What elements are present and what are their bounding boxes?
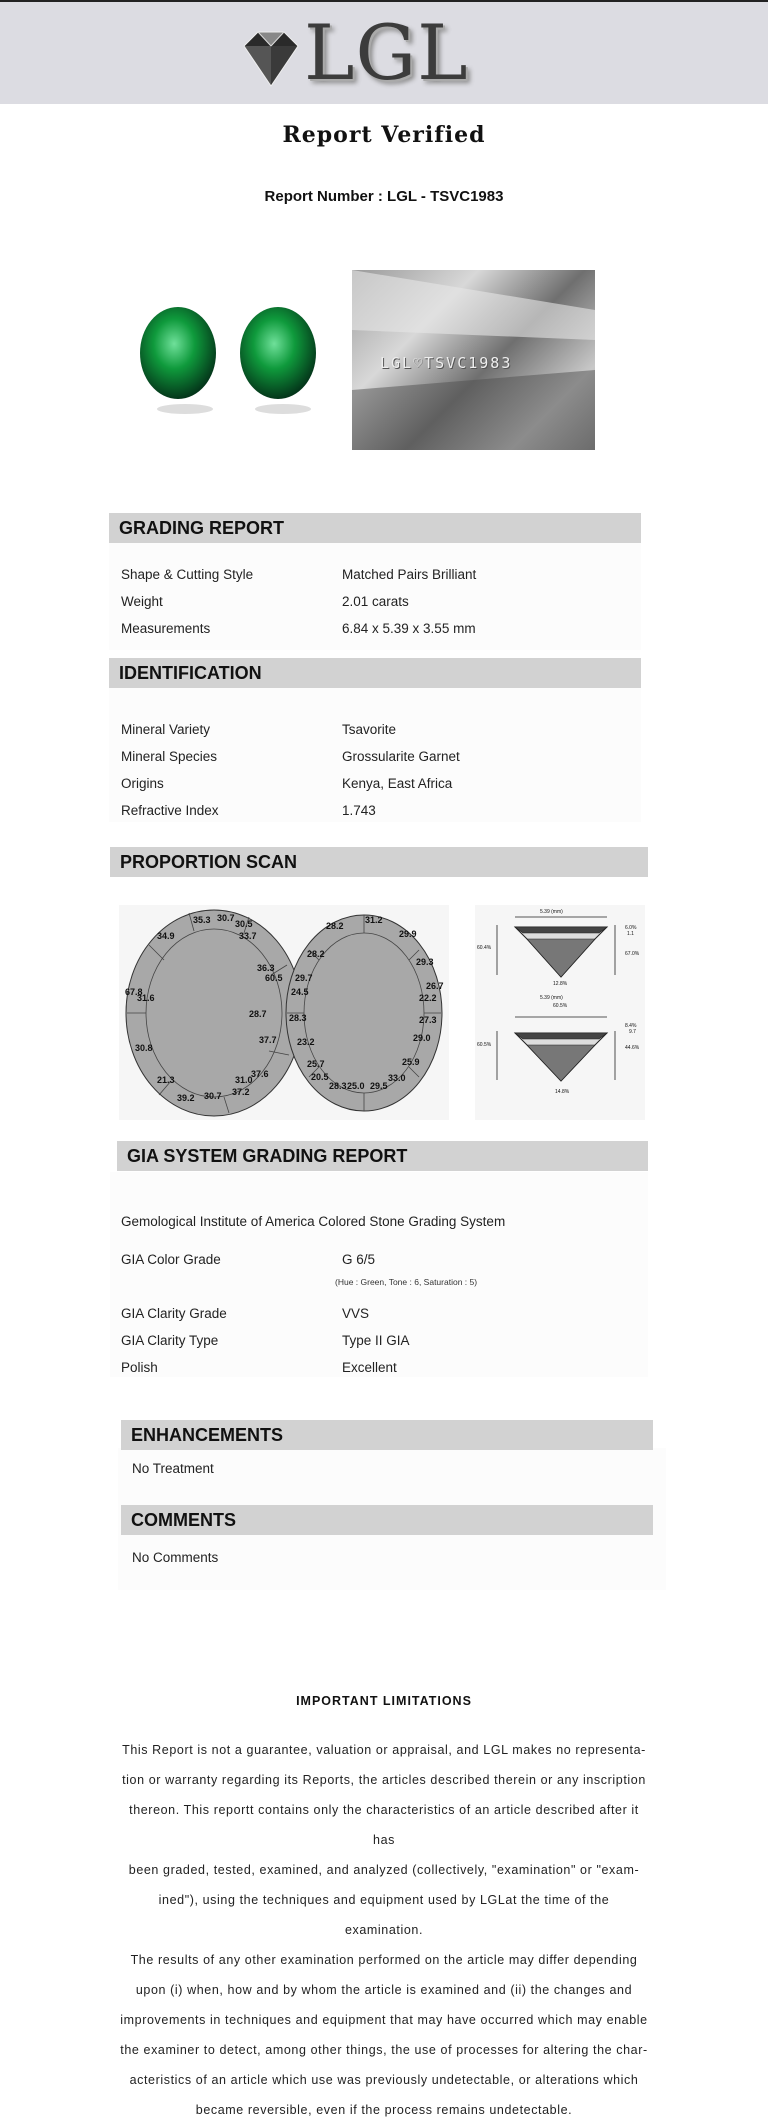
profile-bottom-crown: 8.4%: [625, 1023, 637, 1029]
scan-label: 34.9: [157, 931, 175, 941]
scan-label: 35.3: [193, 915, 211, 925]
limitations-line: The results of any other examination performed on the article may differ depending: [130, 1953, 638, 1967]
grading-report-heading: GRADING REPORT: [109, 513, 641, 543]
limitations-line: been graded, tested, examined, and analyzed (collectively, "examination" or "exam-: [128, 1863, 640, 1877]
profile-bottom-girdle: 9.7: [629, 1029, 636, 1035]
scan-label: 39.2: [177, 1093, 195, 1103]
scan-label: 36.3: [257, 963, 275, 973]
scan-label: 60.5: [265, 973, 283, 983]
scan-label: 67.8: [125, 987, 143, 997]
grading-label-measurements: Measurements: [121, 621, 211, 636]
gia-value-clarity-type: Type II GIA: [342, 1333, 410, 1348]
limitations-heading: IMPORTANT LIMITATIONS: [296, 1694, 472, 1708]
limitations-line: improvements in techniques and equipment that may have occurred which may enable: [120, 2013, 648, 2027]
scan-label: 23.2: [297, 1037, 315, 1047]
scan-label: 28.2: [326, 921, 344, 931]
profile-top-width: 5.39 (mm): [540, 909, 563, 915]
scan-label: 28.7: [249, 1009, 267, 1019]
proportion-scan-heading: PROPORTION SCAN: [110, 847, 648, 877]
scan-label: 28.2: [307, 949, 325, 959]
scan-label: 37.2: [232, 1087, 250, 1097]
scan-label: 37.6: [251, 1069, 269, 1079]
id-value-refractive-index: 1.743: [342, 803, 376, 818]
scan-label: 30.8: [135, 1043, 153, 1053]
enhancements-heading: ENHANCEMENTS: [121, 1420, 653, 1450]
header-banner: [0, 0, 768, 104]
grading-value-weight: 2.01 carats: [342, 594, 409, 609]
grading-value-measurements: 6.84 x 5.39 x 3.55 mm: [342, 621, 476, 636]
scan-label: 27.3: [419, 1015, 437, 1025]
scan-label: 22.2: [419, 993, 437, 1003]
scan-label: 33.0: [388, 1073, 406, 1083]
profile-bottom-width: 5.39 (mm): [540, 995, 563, 1001]
scan-label: 29.9: [399, 929, 417, 939]
limitations-line: ined"), using the techniques and equipment used by LGLat the time of the examination.: [158, 1893, 610, 1937]
scan-label: 30.7: [217, 913, 235, 923]
identification-heading: IDENTIFICATION: [109, 658, 641, 688]
id-value-variety: Tsavorite: [342, 722, 397, 737]
scan-label: 30.7: [204, 1091, 222, 1101]
limitations-line: acteristics of an article which use was previously undetectable, or alterations which: [129, 2073, 639, 2087]
limitations-line: upon (i) when, how and by whom the article is examined and (ii) the changes and: [135, 1983, 633, 1997]
scan-label: 29.3: [416, 957, 434, 967]
id-value-origins: Kenya, East Africa: [342, 776, 453, 791]
grading-label-shape: Shape & Cutting Style: [121, 567, 254, 582]
profile-top-table: 60.4%: [477, 945, 492, 951]
scan-label: 37.7: [259, 1035, 277, 1045]
scan-label: 28.3: [289, 1013, 307, 1023]
scan-label: 31.2: [365, 915, 383, 925]
id-label-refractive-index: Refractive Index: [121, 803, 219, 818]
gem-left: [140, 307, 216, 399]
gem-photo: [133, 271, 327, 461]
limitations-body: [118, 1735, 650, 2125]
inscription-text: LGL♡TSVC1983: [380, 354, 513, 372]
limitations-line: This Report is not a guarantee, valuation or appraisal, and LGL makes no representa-: [122, 1743, 646, 1757]
gia-label-clarity-type: GIA Clarity Type: [121, 1333, 219, 1348]
profile-diagram: [475, 905, 645, 1120]
scan-label: 28.3: [329, 1081, 347, 1091]
profile-top-girdle: 1.1: [627, 931, 634, 937]
profile-top-pavilion: 12.8%: [553, 981, 568, 987]
grading-label-weight: Weight: [121, 594, 163, 609]
id-value-species: Grossularite Garnet: [342, 749, 460, 764]
profile-top-depth: 67.0%: [625, 951, 640, 957]
scan-label: 31.6: [137, 993, 155, 1003]
scan-label: 31.0: [235, 1075, 253, 1085]
scan-label: 30.5: [235, 919, 253, 929]
gia-heading: GIA SYSTEM GRADING REPORT: [117, 1141, 648, 1171]
enhancements-text: No Treatment: [132, 1461, 214, 1476]
scan-label: 29.0: [413, 1033, 431, 1043]
id-label-species: Mineral Species: [121, 749, 218, 764]
lgl-logo: [236, 8, 488, 97]
scan-label: 29.7: [295, 973, 313, 983]
gia-value-color: G 6/5: [342, 1252, 376, 1267]
report-number: Report Number : LGL - TSVC1983: [264, 188, 504, 205]
gia-value-polish: Excellent: [342, 1360, 397, 1375]
scan-label: 21.3: [157, 1075, 175, 1085]
profile-bottom-table: 60.5%: [553, 1003, 568, 1009]
gia-label-polish: Polish: [121, 1360, 158, 1375]
logo-text: LGL: [304, 8, 469, 97]
gia-subtitle: Gemological Institute of America Colored Stone Grading System: [121, 1214, 506, 1229]
profile-bottom-pavilion: 14.8%: [555, 1089, 570, 1095]
profile-top-crown: 6.0%: [625, 925, 637, 931]
proportion-scan-diagram: [119, 905, 449, 1120]
scan-label: 25.0: [347, 1081, 365, 1091]
gia-color-note: (Hue : Green, Tone : 6, Saturation : 5): [335, 1277, 478, 1287]
profile-bottom-depth: 44.6%: [625, 1045, 640, 1051]
scan-label: 26.7: [426, 981, 444, 991]
gem-right: [240, 307, 316, 399]
limitations-line: became reversible, even if the process remains undetectable.: [195, 2103, 573, 2117]
diamond-icon: [236, 28, 306, 90]
id-label-origins: Origins: [121, 776, 164, 791]
page-title: Report Verified: [282, 122, 486, 148]
comments-text: No Comments: [132, 1550, 219, 1565]
limitations-line: the examiner to detect, among other things, the use of processes for altering the char-: [120, 2043, 648, 2057]
scan-label: 33.7: [239, 931, 257, 941]
comments-heading: COMMENTS: [121, 1505, 653, 1535]
scan-label: 20.5: [311, 1072, 329, 1082]
limitations-line: tion or warranty regarding its Reports, the articles described therein or any inscription: [122, 1773, 646, 1787]
scan-label: 25.7: [307, 1059, 325, 1069]
gia-label-color: GIA Color Grade: [121, 1252, 221, 1267]
scan-label: 29.5: [370, 1081, 388, 1091]
limitations-line: thereon. This reportt contains only the characteristics of an article described after it has: [129, 1803, 639, 1847]
inscription-photo: [352, 270, 595, 450]
gia-value-clarity-grade: VVS: [342, 1306, 370, 1321]
scan-label: 24.5: [291, 987, 309, 997]
gia-label-clarity-grade: GIA Clarity Grade: [121, 1306, 227, 1321]
grading-value-shape: Matched Pairs Brilliant: [342, 567, 477, 582]
id-label-variety: Mineral Variety: [121, 722, 211, 737]
profile-bottom-side: 60.5%: [477, 1042, 492, 1048]
scan-label: 25.9: [402, 1057, 420, 1067]
